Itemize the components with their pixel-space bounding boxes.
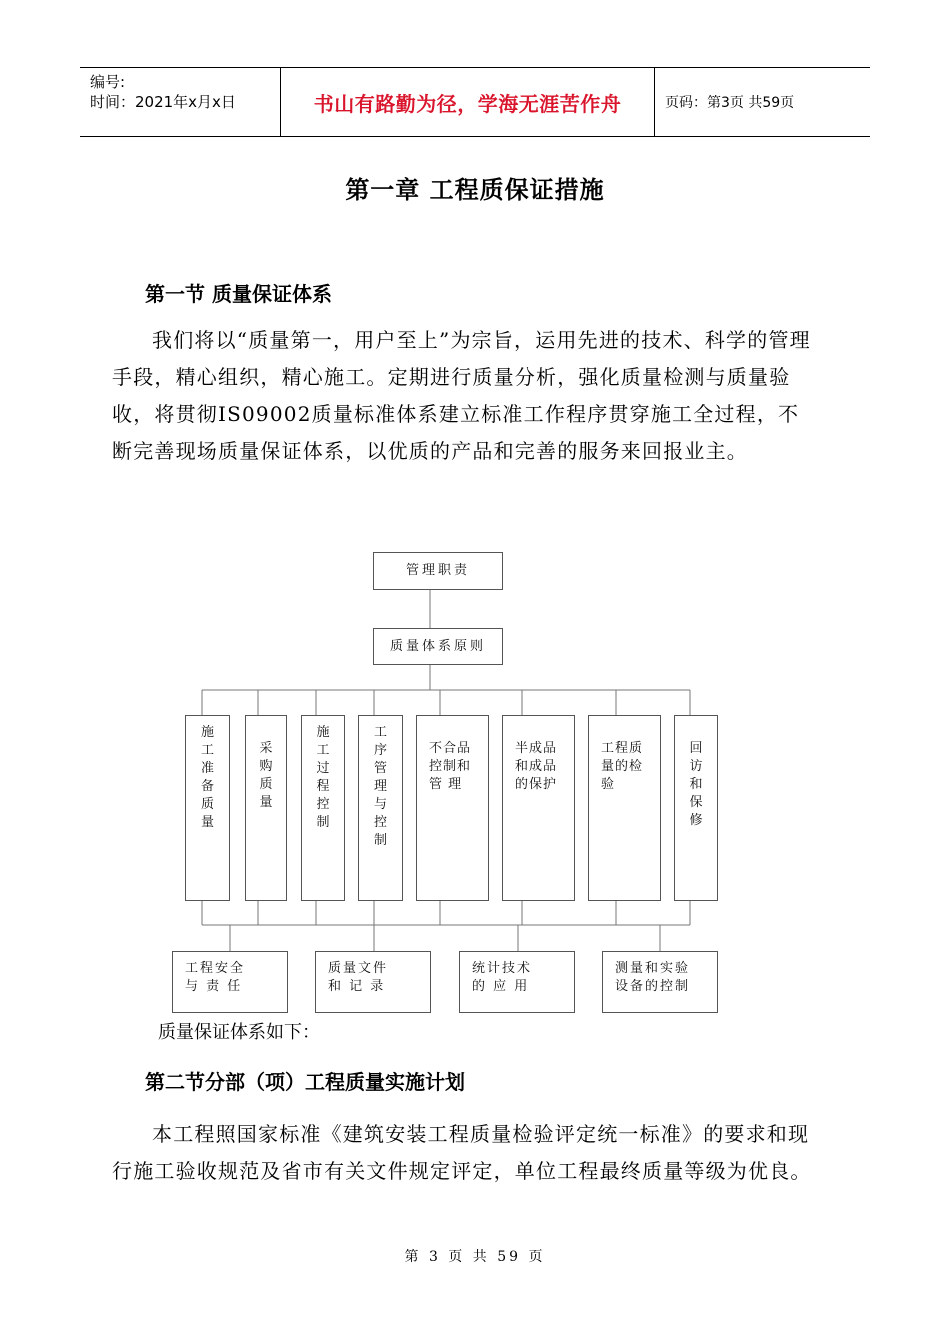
section-1-paragraph: 我们将以“质量第一，用户至上”为宗旨，运用先进的技术、科学的管理手段，精心组织，精心施工。定期进行质量分析，强化质量检测与质量验收，将贯彻IS09002质量标准体系建立标准工作程序贯穿施工全过程，不断完善现场质量保证体系，以优质的产品和完善的服务来回报业主。 bbox=[112, 328, 811, 463]
box-quality-inspection: 工程质量的检验 bbox=[588, 715, 661, 901]
box-label: 施工过程控制 bbox=[316, 725, 330, 830]
box-construction-process-control bbox=[301, 715, 345, 901]
header-page-info: 页码：第3页 共59页 bbox=[665, 95, 795, 111]
section-2-paragraph: 本工程照国家标准《建筑安装工程质量检验评定统一标准》的要求和现行施工验收规范及省市有关文件规定评定，单位工程最终质量等级为优良。 bbox=[112, 1122, 812, 1183]
page-footer: 第 3 页 共 59 页 bbox=[404, 1249, 546, 1265]
chapter-title: 第一章 工程质保证措施 bbox=[345, 176, 605, 204]
page-header bbox=[80, 67, 870, 137]
box-label: 回访和保修 bbox=[689, 741, 703, 828]
diagram-caption: 质量保证体系如下： bbox=[158, 1022, 320, 1043]
section-title-2: 第二节分部（项）工程质量实施计划 bbox=[145, 1070, 465, 1094]
header-meta bbox=[80, 68, 280, 136]
document-date: 时间：2021年x月x日 bbox=[90, 93, 236, 111]
box-label: 采购质量 bbox=[259, 741, 273, 810]
header-motto: 书山有路勤为径，学海无涯苦作舟 bbox=[280, 68, 655, 136]
box-construction-prep-quality bbox=[185, 715, 230, 901]
section-title-1: 第一节 质量保证体系 bbox=[145, 282, 332, 306]
box-label: 工序管理与控制 bbox=[373, 725, 387, 848]
box-label: 施工准备 质量 bbox=[200, 725, 214, 830]
box-quality-documents: 质量文件 和 记 录 bbox=[315, 951, 431, 1013]
box-product-protection: 半成品和成品的保护 bbox=[502, 715, 575, 901]
document-number-label: 编号: bbox=[90, 73, 126, 91]
box-measurement-equipment: 测量和实验 设备的控制 bbox=[602, 951, 718, 1013]
box-procurement-quality bbox=[245, 715, 287, 901]
box-safety-responsibility: 工程安全 与 责 任 bbox=[172, 951, 288, 1013]
box-statistical-techniques: 统计技术 的 应 用 bbox=[459, 951, 575, 1013]
box-nonconforming-control: 不合品控制和管 理 bbox=[416, 715, 489, 901]
box-quality-principles: 质量体系原则 bbox=[373, 628, 503, 665]
box-revisit-maintenance bbox=[674, 715, 718, 901]
box-process-management bbox=[358, 715, 403, 901]
box-management-duties: 管理职责 bbox=[373, 552, 503, 590]
